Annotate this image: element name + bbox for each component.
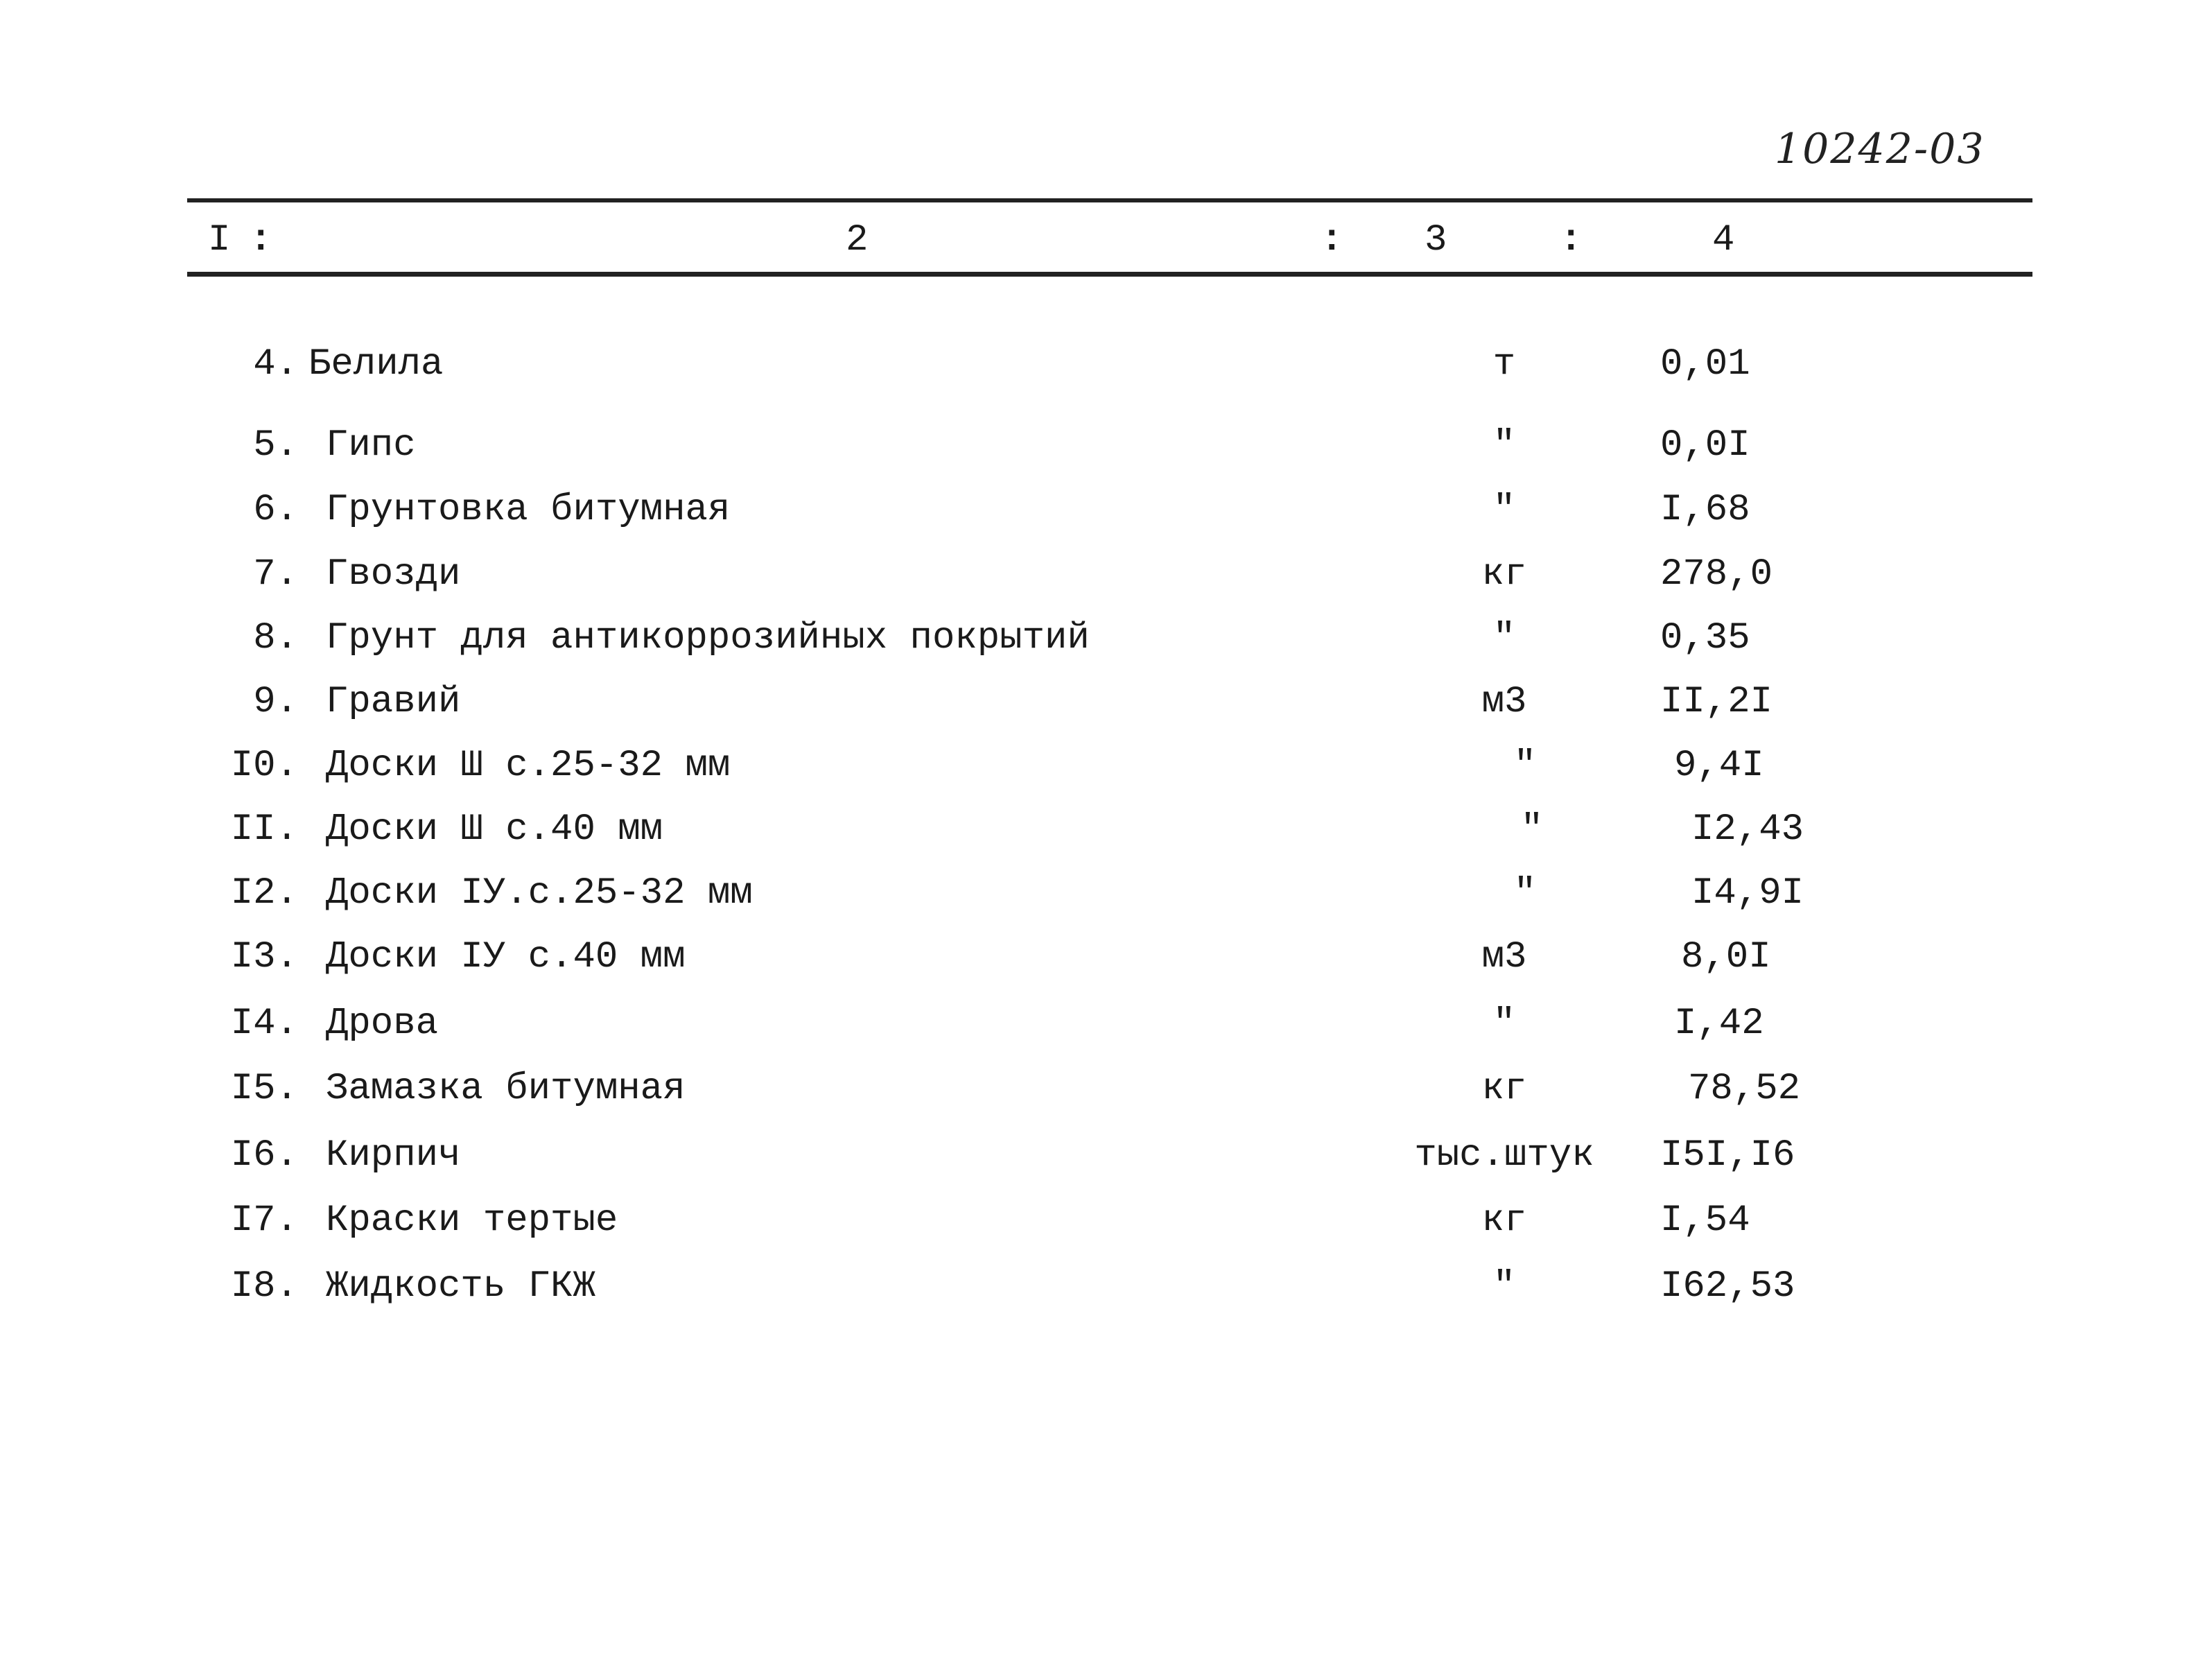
quantity: I,42	[1674, 1003, 1764, 1045]
unit: кг	[1481, 553, 1527, 596]
document-number: 10242-03	[1775, 125, 1985, 173]
material-name: Жидкость ГКЖ	[326, 1265, 595, 1308]
unit: "	[1520, 808, 1544, 851]
unit: "	[1492, 1003, 1516, 1045]
header-separator: :	[1321, 219, 1343, 261]
material-name: Доски Ш с.25-32 мм	[326, 745, 731, 787]
unit: "	[1513, 745, 1537, 787]
quantity: II,2I	[1660, 681, 1773, 723]
unit: "	[1492, 489, 1516, 531]
row-number: I7.	[230, 1200, 298, 1242]
table-row	[0, 553, 2212, 609]
table-row	[0, 1200, 2212, 1255]
unit: кг	[1481, 1200, 1527, 1242]
table-row	[0, 424, 2212, 480]
row-number: 5.	[253, 424, 298, 467]
quantity: 0,01	[1660, 343, 1750, 386]
table-row	[0, 1134, 2212, 1190]
material-name: Грунт для антикоррозийных покрытий	[326, 617, 1090, 659]
material-name: Краски тертые	[326, 1200, 618, 1242]
table-row	[0, 936, 2212, 991]
material-name: Грунтовка битумная	[326, 489, 731, 531]
material-name: Кирпич	[326, 1134, 461, 1177]
table-row	[0, 489, 2212, 544]
material-name: Гравий	[326, 681, 461, 723]
row-number: I4.	[230, 1003, 298, 1045]
table-row	[0, 808, 2212, 864]
header-separator: :	[250, 219, 272, 261]
quantity: 0,35	[1660, 617, 1750, 659]
table-row	[0, 1265, 2212, 1321]
material-name: Дрова	[326, 1003, 439, 1045]
material-name: Белила	[308, 343, 444, 386]
table-row	[0, 1068, 2212, 1123]
quantity: I62,53	[1660, 1265, 1795, 1308]
unit: кг	[1481, 1068, 1527, 1110]
row-number: 7.	[253, 553, 298, 596]
unit: т	[1492, 343, 1516, 386]
quantity: I4,9I	[1691, 872, 1804, 915]
header-separator: :	[1560, 219, 1583, 261]
quantity: 278,0	[1660, 553, 1773, 596]
unit: м3	[1481, 936, 1527, 978]
row-number: I3.	[230, 936, 298, 978]
material-name: Доски Ш с.40 мм	[326, 808, 663, 851]
quantity: 0,0I	[1660, 424, 1750, 467]
unit: "	[1513, 872, 1537, 915]
header-col-3: 3	[1425, 219, 1447, 261]
row-number: II.	[230, 808, 298, 851]
header-col-4: 4	[1712, 219, 1735, 261]
table-row	[0, 1003, 2212, 1058]
row-number: I5.	[230, 1068, 298, 1110]
row-number: 9.	[253, 681, 298, 723]
quantity: 9,4I	[1674, 745, 1764, 787]
table-row	[0, 343, 2212, 399]
material-name: Доски IУ.с.25-32 мм	[326, 872, 753, 915]
table-row	[0, 617, 2212, 673]
table-row	[0, 872, 2212, 928]
unit: "	[1492, 617, 1516, 659]
row-number: 4.	[253, 343, 298, 386]
row-number: 8.	[253, 617, 298, 659]
quantity: 8,0I	[1681, 936, 1771, 978]
table-row	[0, 681, 2212, 736]
unit: "	[1492, 424, 1516, 467]
row-number: I8.	[230, 1265, 298, 1308]
unit: м3	[1481, 681, 1527, 723]
material-name: Доски IУ с.40 мм	[326, 936, 686, 978]
material-name: Замазка битумная	[326, 1068, 686, 1110]
row-number: 6.	[253, 489, 298, 531]
header-col-2: 2	[846, 219, 869, 261]
header-col-1: I	[208, 219, 231, 261]
quantity: I2,43	[1691, 808, 1804, 851]
quantity: I,54	[1660, 1200, 1750, 1242]
material-name: Гипс	[326, 424, 416, 467]
quantity: 78,52	[1688, 1068, 1801, 1110]
row-number: I6.	[230, 1134, 298, 1177]
unit: тыс.штук	[1414, 1134, 1594, 1177]
table-row	[0, 745, 2212, 800]
material-name: Гвозди	[326, 553, 461, 596]
row-number: I2.	[230, 872, 298, 915]
quantity: I5I,I6	[1660, 1134, 1795, 1177]
unit: "	[1492, 1265, 1516, 1308]
quantity: I,68	[1660, 489, 1750, 531]
row-number: I0.	[230, 745, 298, 787]
